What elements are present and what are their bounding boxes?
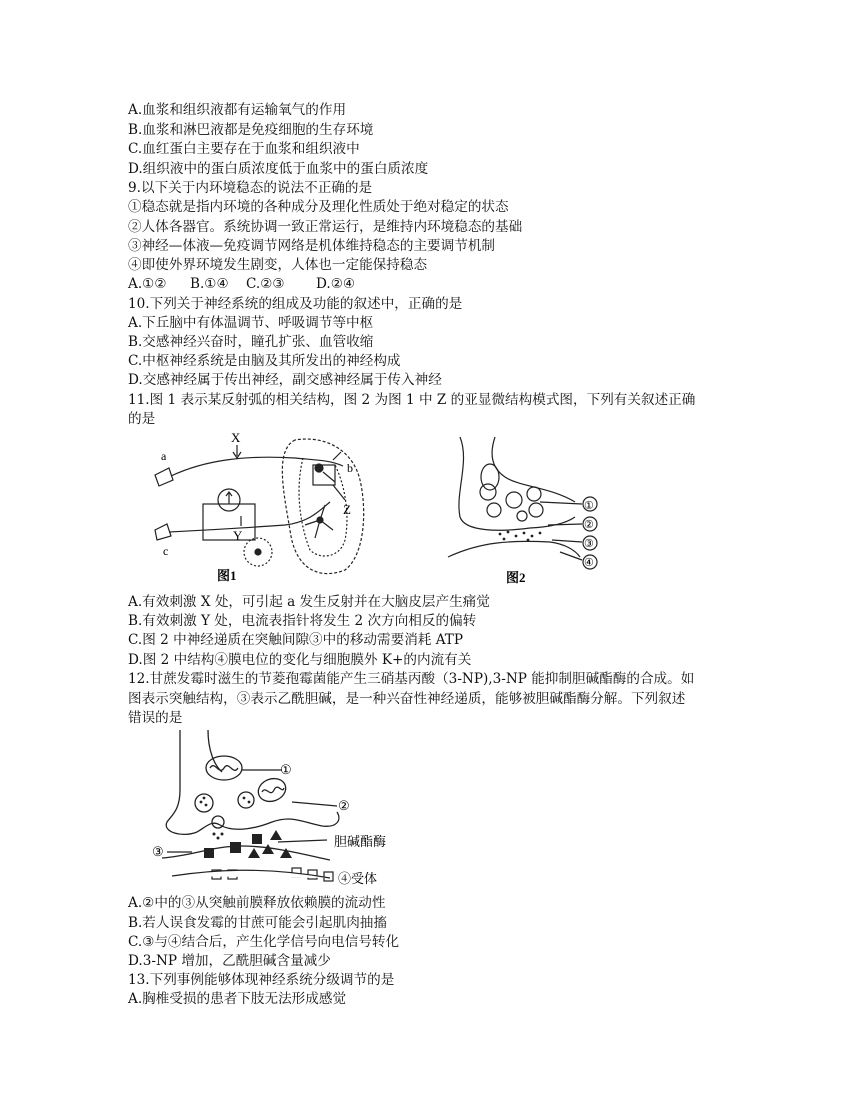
q9-option-a: A.①② bbox=[128, 276, 167, 292]
fig1-label-c: c bbox=[163, 544, 169, 558]
q10-option-d: D.交感神经属于传出神经，副交感神经属于传入神经 bbox=[128, 372, 442, 388]
q13-option-a: A.胸椎受损的患者下肢无法形成感觉 bbox=[128, 991, 347, 1007]
mitochondrion-2 bbox=[255, 775, 289, 805]
fig2-caption: 图2 bbox=[506, 570, 526, 585]
fig1-label-x: X bbox=[231, 430, 241, 445]
q9-statement-3: ③神经—体液—免疫调节网络是机体维持稳态的主要调节机制 bbox=[128, 238, 496, 254]
q12-stem-line2: 图表示突触结构，③表示乙酰胆碱，是一种兴奋性神经递质，能够被胆碱酯酶分解。下列叙述 bbox=[128, 691, 686, 707]
q9-option-c: C.②③ bbox=[246, 276, 285, 292]
q8-option-a: A.血浆和组织液都有运输氧气的作用 bbox=[128, 102, 347, 118]
q11-option-c: C.图 2 中神经递质在突触间隙③中的移动需要消耗 ATP bbox=[128, 632, 464, 648]
effector-c-shape bbox=[155, 524, 171, 540]
q10-option-c: C.中枢神经系统是由脑及其所发出的神经构成 bbox=[128, 353, 401, 369]
fig1-caption: 图1 bbox=[217, 568, 237, 583]
fig2-label-4: ④ bbox=[584, 557, 594, 569]
q10-option-b: B.交感神经兴奋时，瞳孔扩张、血管收缩 bbox=[128, 334, 374, 350]
galvanometer-box bbox=[203, 504, 255, 540]
synapse-ultrastructure-figure bbox=[440, 432, 610, 587]
fig2-label-1: ① bbox=[584, 500, 594, 512]
q9-option-d: D.②④ bbox=[316, 276, 356, 292]
fig12-label-2: ② bbox=[338, 798, 350, 813]
q12-option-d: D.3-NP 增加，乙酰胆碱含量减少 bbox=[128, 953, 331, 969]
fig2-label-3: ③ bbox=[584, 538, 594, 550]
presynaptic-terminal bbox=[166, 730, 339, 834]
q10-stem: 10.下列关于神经系统的组成及功能的叙述中，正确的是 bbox=[128, 296, 463, 312]
reflex-arc-figure bbox=[145, 430, 375, 590]
q12-stem-line3: 错误的是 bbox=[128, 710, 183, 726]
spinal-cord-outline bbox=[282, 439, 363, 574]
fig2-label-2: ② bbox=[584, 519, 594, 531]
fig12-label-4: ④受体 bbox=[338, 871, 378, 886]
q9-statement-2: ②人体各器官。系统协调一致正常运行，是维持内环境稳态的基础 bbox=[128, 219, 523, 235]
synapse-acetylcholine-figure bbox=[152, 730, 417, 890]
receptor-a-shape bbox=[155, 468, 173, 486]
fig1-label-y: Y bbox=[233, 528, 243, 543]
mitochondrion bbox=[481, 464, 499, 490]
synaptic-vesicle-2 bbox=[238, 792, 254, 808]
fig12-label-enzyme: 胆碱酯酶 bbox=[334, 834, 387, 849]
q9-option-b: B.①④ bbox=[190, 276, 229, 292]
q12-option-c: C.③与④结合后，产生化学信号向电信号转化 bbox=[128, 934, 400, 950]
fig12-label-1: ① bbox=[280, 762, 292, 777]
q9-statement-4: ④即使外界环境发生剧变，人体也一定能保持稳态 bbox=[128, 257, 428, 273]
fig1-label-b: b bbox=[347, 461, 353, 475]
q12-option-b: B.若人误食发霉的甘蔗可能会引起肌肉抽搐 bbox=[128, 915, 387, 931]
q8-option-d: D.组织液中的蛋白质浓度低于血浆中的蛋白质浓度 bbox=[128, 161, 429, 177]
q12-option-a: A.②中的③从突触前膜释放依赖膜的流动性 bbox=[128, 895, 386, 911]
efferent-fiber bbox=[169, 502, 330, 532]
q11-option-d: D.图 2 中结构④膜电位的变化与细胞膜外 K+的内流有关 bbox=[128, 652, 472, 668]
q8-option-c: C.血红蛋白主要存在于血浆和组织液中 bbox=[128, 141, 360, 157]
q11-stem-line1: 11.图 1 表示某反射弧的相关结构，图 2 为图 1 中 Z 的亚显微结构模式图，下列有关叙述正确 bbox=[128, 392, 696, 408]
fig12-label-3: ③ bbox=[152, 844, 164, 859]
q9-options bbox=[128, 275, 355, 295]
q9-stem: 9.以下关于内环境稳态的说法不正确的是 bbox=[128, 180, 373, 196]
q9-statement-1: ①稳态就是指内环境的各种成分及理化性质处于绝对稳定的状态 bbox=[128, 199, 509, 215]
q12-stem-line1: 12.甘蔗发霉时滋生的节菱孢霉菌能产生三硝基丙酸（3-NP),3-NP 能抑制胆碱酯酶的合成。如 bbox=[128, 671, 695, 687]
q13-stem: 13.下列事例能够体现神经系统分级调节的是 bbox=[128, 972, 395, 988]
fig1-label-a: a bbox=[161, 449, 167, 463]
q10-option-a: A.下丘脑中有体温调节、呼吸调节等中枢 bbox=[128, 315, 374, 331]
postsynaptic-membrane bbox=[448, 541, 580, 557]
fig1-label-z: Z bbox=[343, 502, 351, 517]
q11-stem-line2: 的是 bbox=[128, 411, 156, 427]
q11-option-a: A.有效刺激 X 处，可引起 a 发生反射并在大脑皮层产生痛觉 bbox=[128, 594, 490, 610]
q11-option-b: B.有效刺激 Y 处，电流表指针将发生 2 次方向相反的偏转 bbox=[128, 613, 477, 629]
q8-option-b: B.血浆和淋巴液都是免疫细胞的生存环境 bbox=[128, 122, 374, 138]
